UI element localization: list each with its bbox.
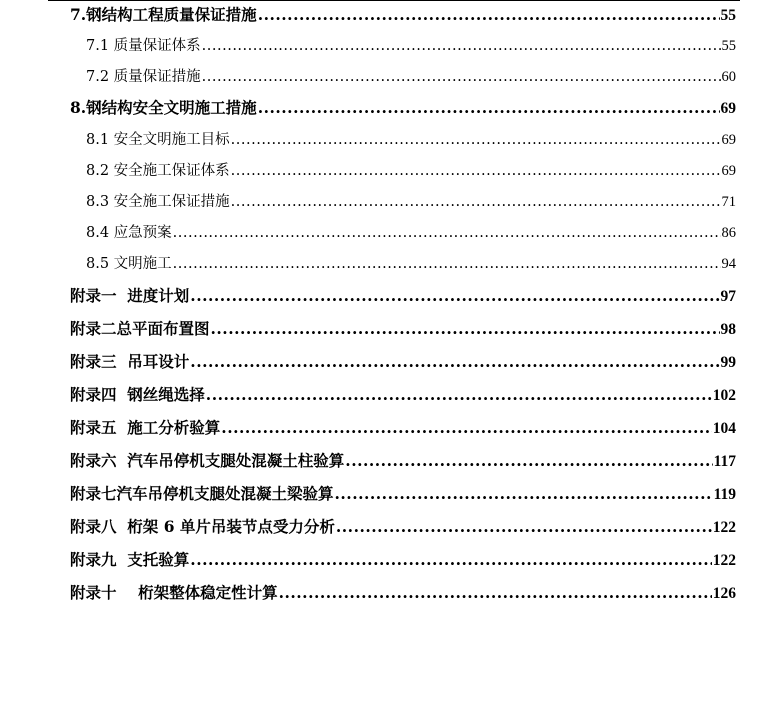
dot-leader bbox=[202, 33, 721, 59]
toc-entry-page: 94 bbox=[721, 256, 736, 272]
dot-leader bbox=[190, 349, 719, 375]
toc-entry-8-2[interactable] bbox=[86, 158, 736, 184]
toc-entry-label: 附录五 施工分析验算 bbox=[70, 418, 221, 437]
toc-entry-appendix-3[interactable] bbox=[70, 349, 736, 375]
toc-entry-label: 附录八 桁架 6 单片吊装节点受力分析 bbox=[70, 517, 335, 536]
toc-entry-page: 60 bbox=[721, 69, 736, 85]
toc-entry-page: 126 bbox=[712, 585, 736, 602]
toc-entry-chapter-8[interactable] bbox=[70, 95, 736, 121]
toc-entry-label: 7.钢结构工程质量保证措施 bbox=[70, 5, 257, 24]
toc-entry-label: 附录一 进度计划 bbox=[70, 286, 190, 305]
toc-entry-appendix-10[interactable] bbox=[70, 580, 736, 606]
dot-leader bbox=[258, 95, 720, 121]
toc-entry-page: 102 bbox=[712, 387, 736, 404]
dot-leader bbox=[190, 547, 711, 573]
toc-entry-page: 97 bbox=[720, 288, 736, 305]
toc-entry-appendix-9[interactable] bbox=[70, 547, 736, 573]
toc-entry-page: 98 bbox=[720, 321, 736, 338]
dot-leader bbox=[221, 415, 711, 441]
toc-entry-appendix-2[interactable] bbox=[70, 316, 736, 342]
toc-entry-page: 122 bbox=[712, 519, 736, 536]
dot-leader bbox=[206, 382, 712, 408]
toc-entry-page: 55 bbox=[720, 7, 736, 24]
toc-entry-page: 69 bbox=[721, 163, 736, 179]
dot-leader bbox=[231, 189, 721, 215]
toc-entry-label: 7.2 质量保证措施 bbox=[86, 69, 201, 85]
toc-entry-page: 71 bbox=[721, 194, 736, 210]
toc-entry-page: 55 bbox=[721, 38, 736, 54]
toc-entry-page: 117 bbox=[713, 453, 736, 470]
toc-entry-label: 附录十 桁架整体稳定性计算 bbox=[70, 583, 278, 602]
toc-entry-label: 附录四 钢丝绳选择 bbox=[70, 385, 205, 404]
toc-entry-page: 69 bbox=[720, 100, 736, 117]
toc-entry-label: 8.5 文明施工 bbox=[86, 256, 172, 272]
toc-entry-8-3[interactable] bbox=[86, 189, 736, 215]
dot-leader bbox=[345, 448, 712, 474]
toc-entry-8-1[interactable] bbox=[86, 127, 736, 153]
toc-entry-label: 附录六 汽车吊停机支腿处混凝土柱验算 bbox=[70, 451, 345, 470]
toc-entry-appendix-7[interactable] bbox=[70, 481, 736, 507]
toc-entry-page: 99 bbox=[720, 354, 736, 371]
toc-entry-label: 8.钢结构安全文明施工措施 bbox=[70, 98, 257, 117]
dot-leader bbox=[202, 64, 721, 90]
toc-entry-page: 119 bbox=[713, 486, 736, 503]
toc-entry-8-5[interactable] bbox=[86, 251, 736, 277]
toc-entry-page: 104 bbox=[712, 420, 736, 437]
dot-leader bbox=[190, 283, 719, 309]
toc-entry-page: 69 bbox=[721, 132, 736, 148]
toc-entry-appendix-6[interactable] bbox=[70, 448, 736, 474]
dot-leader bbox=[231, 158, 721, 184]
toc-entry-label: 8.3 安全施工保证措施 bbox=[86, 194, 230, 210]
toc-entry-7-2[interactable] bbox=[86, 64, 736, 90]
toc-entry-label: 8.2 安全施工保证体系 bbox=[86, 163, 230, 179]
toc-entry-label: 附录九 支托验算 bbox=[70, 550, 190, 569]
toc-entry-label: 附录三 吊耳设计 bbox=[70, 352, 190, 371]
dot-leader bbox=[279, 580, 712, 606]
toc-entry-label: 7.1 质量保证体系 bbox=[86, 38, 201, 54]
dot-leader bbox=[231, 127, 721, 153]
top-border-line bbox=[48, 0, 740, 1]
toc-entry-label: 8.4 应急预案 bbox=[86, 225, 172, 241]
dot-leader bbox=[258, 2, 720, 28]
toc-entry-chapter-7[interactable] bbox=[70, 2, 736, 28]
dot-leader bbox=[173, 251, 721, 277]
dot-leader bbox=[336, 514, 712, 540]
toc-entry-7-1[interactable] bbox=[86, 33, 736, 59]
toc-entry-label: 8.1 安全文明施工目标 bbox=[86, 132, 230, 148]
dot-leader bbox=[173, 220, 721, 246]
toc-entry-page: 86 bbox=[721, 225, 736, 241]
toc-entry-label: 附录二总平面布置图 bbox=[70, 319, 210, 338]
toc-entry-appendix-1[interactable] bbox=[70, 283, 736, 309]
toc-entry-8-4[interactable] bbox=[86, 220, 736, 246]
toc-entry-appendix-4[interactable] bbox=[70, 382, 736, 408]
toc-entry-label: 附录七汽车吊停机支腿处混凝土梁验算 bbox=[70, 484, 334, 503]
dot-leader bbox=[335, 481, 713, 507]
toc-entry-page: 122 bbox=[712, 552, 736, 569]
toc-entry-appendix-5[interactable] bbox=[70, 415, 736, 441]
dot-leader bbox=[211, 316, 720, 342]
toc-entry-appendix-8[interactable] bbox=[70, 514, 736, 540]
